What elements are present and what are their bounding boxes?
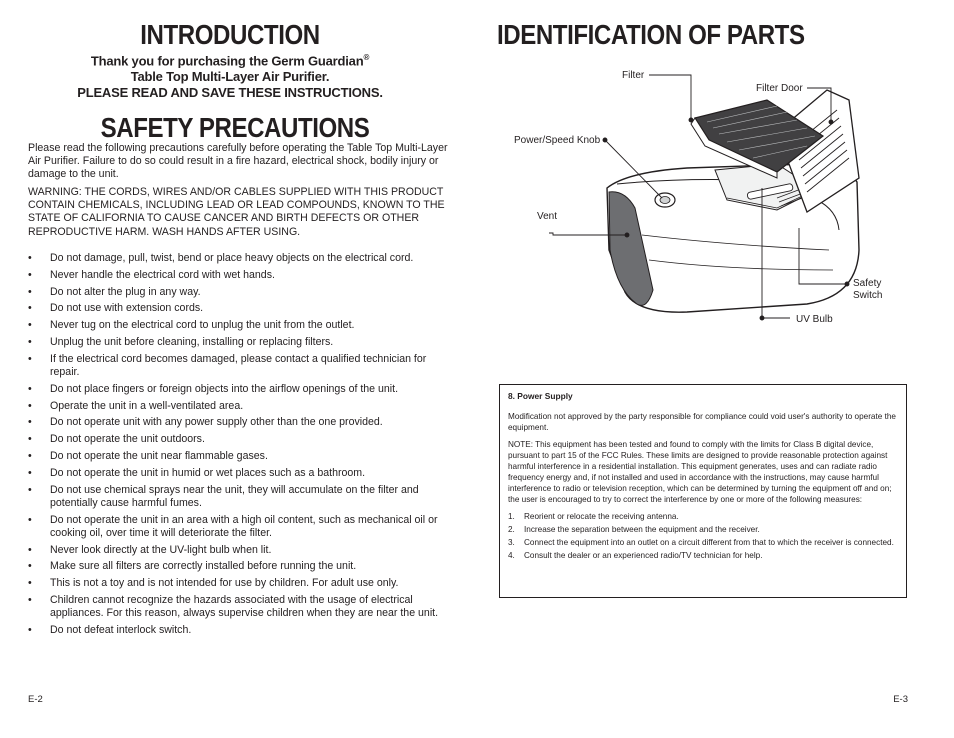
precaution-item (28, 286, 455, 299)
precaution-item (28, 450, 455, 463)
page-number-right: E-3 (893, 694, 908, 705)
label-uv-bulb: UV Bulb (796, 314, 833, 325)
label-safety-switch-1: Safety (853, 278, 882, 289)
purifier-illustration (607, 90, 859, 312)
bullet-symbol: • (28, 433, 32, 446)
label-filter: Filter (622, 70, 645, 81)
fcc-measure-item (508, 537, 904, 548)
fcc-measures-list (508, 511, 906, 561)
bullet-symbol: • (28, 513, 32, 526)
thanks-line-1: Thank you for purchasing the Germ Guardian® (90, 53, 370, 69)
bullet-symbol: • (28, 466, 32, 479)
fcc-paragraph-2: NOTE: This equipment has been tested and found to comply with the limits for Class B digital device, pursuant to part 15 of the FCC Rules. These limits are designed to provide reasonable protection against harmful interference in a residential installation. This equipment generates, uses and can radiate radio frequency energy and, if not installed and used in accordance with the instructions, may cause harmful interference to radio or television reception, which can be determined by turning the equipment off and on; the user is encouraged to try to correct the interference by one or more of the following measures: (508, 440, 892, 504)
air-purifier-diagram (477, 60, 954, 340)
fcc-measure-item (508, 511, 904, 522)
precaution-text: Never handle the electrical cord with wet hands. (50, 268, 275, 281)
precaution-item (28, 252, 455, 265)
precaution-text: Unplug the unit before cleaning, installing or replacing filters. (50, 335, 334, 348)
precaution-text: Make sure all filters are correctly installed before running the unit. (50, 560, 357, 573)
precaution-text: Do not operate the unit near flammable gases. (50, 449, 268, 462)
precaution-text: Do not operate the unit outdoors. (50, 433, 205, 446)
precaution-text: Do not damage, pull, twist, bend or place heavy objects on the electrical cord. (50, 252, 414, 264)
bullet-symbol: • (28, 623, 32, 636)
label-filter-door: Filter Door (756, 83, 803, 94)
bullet-symbol: • (28, 483, 32, 496)
precaution-item (28, 336, 455, 349)
bullet-symbol: • (28, 285, 32, 298)
precaution-item (28, 433, 455, 446)
precaution-text: Do not operate the unit in an area with a high oil content, such as mechanical oil or cooking oil, over time it will deteriorate the filter. (50, 513, 438, 539)
precaution-item (28, 560, 455, 573)
precaution-item (28, 514, 455, 540)
bullet-symbol: • (28, 268, 32, 281)
identification-heading: IDENTIFICATION OF PARTS (497, 19, 805, 50)
precaution-text: Do not use chemical sprays near the unit, they will accumulate on the filter and potentially cause harmful fumes. (50, 483, 419, 509)
precaution-item (28, 544, 455, 557)
bullet-symbol: • (28, 543, 32, 556)
precaution-text: Do not use with extension cords. (50, 302, 204, 315)
precaution-item (28, 467, 455, 480)
thanks-line-3: PLEASE READ AND SAVE THESE INSTRUCTIONS. (77, 85, 383, 101)
fcc-measure-number: 4. (508, 551, 515, 560)
fcc-measure-item (508, 550, 904, 561)
precaution-text: This is not a toy and is not intended for use by children. For adult use only. (50, 577, 399, 590)
precaution-text: Operate the unit in a well-ventilated area. (50, 399, 244, 412)
bullet-symbol: • (28, 577, 32, 590)
precaution-item (28, 319, 455, 332)
precaution-text: Do not defeat interlock switch. (50, 623, 192, 636)
precaution-item (28, 594, 455, 620)
thanks-line-2: Table Top Multi-Layer Air Purifier. (130, 69, 330, 85)
precaution-text: Do not alter the plug in any way. (50, 285, 201, 298)
precaution-text: Do not operate the unit in humid or wet places such as a bathroom. (50, 466, 366, 479)
thanks-block (0, 50, 460, 101)
fcc-measure-number: 1. (508, 512, 515, 521)
bullet-symbol: • (28, 335, 32, 348)
fcc-measure-item (508, 524, 904, 535)
precaution-item (28, 353, 455, 379)
fcc-measure-text: Consult the dealer or an experienced radio/TV technician for help. (524, 551, 763, 560)
fcc-notice-box (499, 384, 907, 598)
precaution-item (28, 269, 455, 282)
introduction-heading: INTRODUCTION (140, 19, 320, 50)
right-page (477, 0, 954, 738)
precaution-text: Never look directly at the UV-light bulb when lit. (50, 543, 272, 556)
registered-mark: ® (363, 53, 370, 62)
precaution-text: If the electrical cord becomes damaged, please contact a qualified technician for repair. (50, 352, 427, 378)
bullet-symbol: • (28, 399, 32, 412)
warning-paragraph: WARNING: THE CORDS, WIRES AND/OR CABLES SUPPLIED WITH THIS PRODUCT CONTAIN CHEMICALS, INCLUDING LEAD OR LEAD COMPOUNDS, KNOWN TO THE STATE OF CALIFORNIA TO CAUSE CANCER AND BIRTH DEFECTS OR OTHER REPRODUCTIVE HARM. WASH HANDS AFTER USING. (28, 186, 445, 238)
safety-heading: SAFETY PRECAUTIONS (100, 112, 370, 143)
label-safety-switch-2: Switch (853, 290, 883, 301)
precautions-list (28, 252, 468, 641)
precaution-item (28, 302, 455, 315)
fcc-measure-text: Connect the equipment into an outlet on a circuit different from that to which the receiver is connected. (524, 538, 894, 547)
bullet-symbol: • (28, 593, 32, 606)
bullet-symbol: • (28, 252, 32, 264)
bullet-symbol: • (28, 319, 32, 332)
page-number-left: E-2 (28, 694, 43, 705)
fcc-measure-number: 3. (508, 538, 515, 547)
precaution-item (28, 484, 455, 510)
fcc-title: 8. Power Supply (508, 391, 573, 401)
precaution-text: Do not operate unit with any power supply other than the one provided. (50, 416, 383, 429)
precautions-paragraph: Please read the following precautions carefully before operating the Table Top Multi-Layer Air Purifier. Failure to do so could result in a fire hazard, electrical shock, bodily injury or damage to the unit. (28, 142, 448, 181)
bullet-symbol: • (28, 560, 32, 573)
bullet-symbol: • (28, 416, 32, 429)
precaution-text: Never tug on the electrical cord to unplug the unit from the outlet. (50, 319, 355, 332)
bullet-symbol: • (28, 449, 32, 462)
precaution-item (28, 416, 455, 429)
precaution-item (28, 624, 455, 637)
bullet-symbol: • (28, 352, 32, 365)
precaution-item (28, 577, 455, 590)
fcc-paragraph-1: Modification not approved by the party responsible for compliance could void user's authority to operate the equipment. (508, 412, 896, 432)
precaution-item (28, 400, 455, 413)
label-power-speed-knob: Power/Speed Knob (514, 135, 601, 146)
fcc-measure-text: Increase the separation between the equipment and the receiver. (524, 525, 760, 534)
fcc-measure-text: Reorient or relocate the receiving antenna. (524, 512, 679, 521)
precaution-text: Children cannot recognize the hazards associated with the usage of electrical appliances. For this reason, always supervise children when they are near the unit. (50, 593, 439, 620)
precaution-text: Do not place fingers or foreign objects into the airflow openings of the unit. (50, 382, 399, 395)
bullet-symbol: • (28, 382, 32, 395)
fcc-measure-number: 2. (508, 525, 515, 534)
label-vent: Vent (537, 211, 558, 222)
precaution-item (28, 383, 455, 396)
bullet-symbol: • (28, 302, 32, 315)
